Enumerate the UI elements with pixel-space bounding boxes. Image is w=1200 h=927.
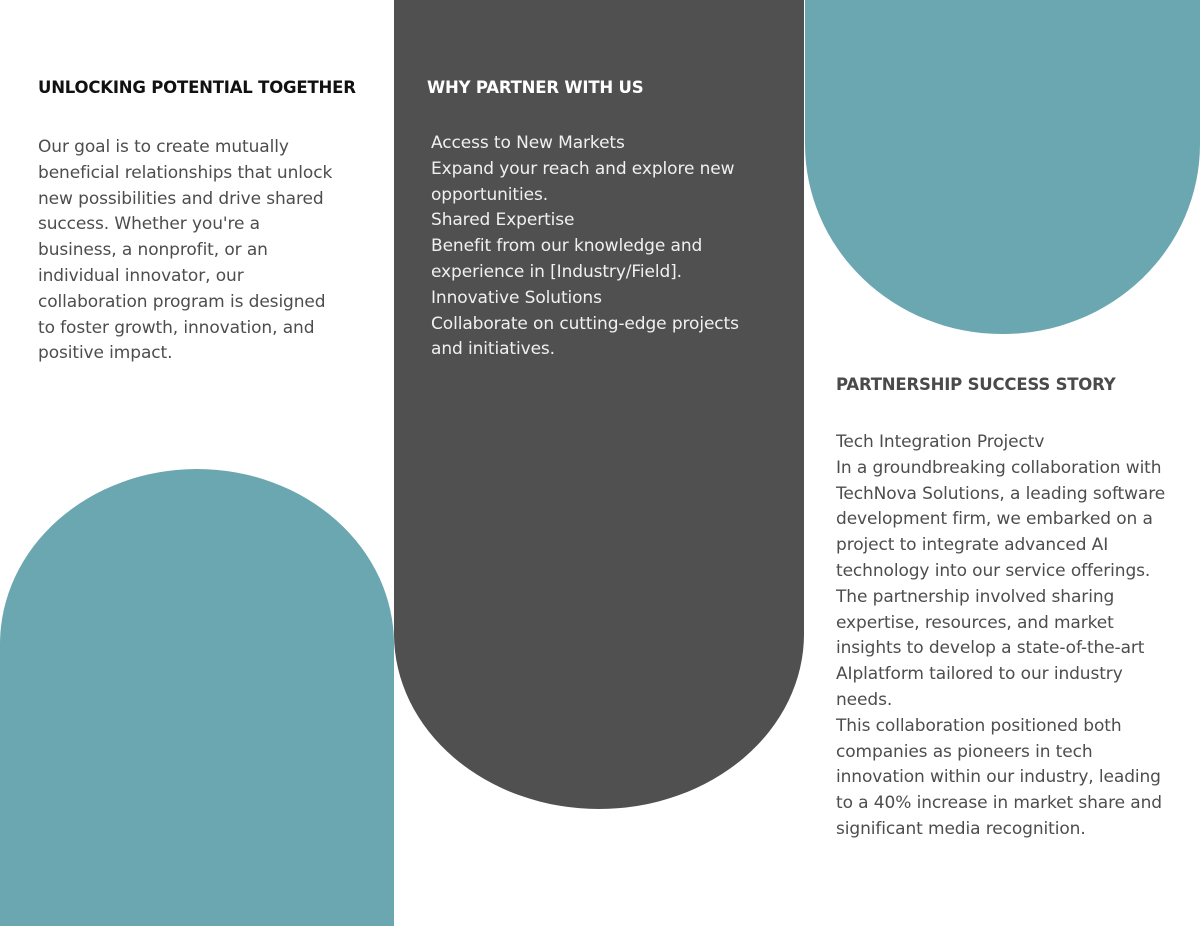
text-line: beneficial relationships that unlock (38, 162, 333, 183)
section-heading: WHY PARTNER WITH US (427, 78, 644, 97)
section-heading: UNLOCKING POTENTIAL TOGETHER (38, 78, 356, 97)
benefits-list (427, 131, 787, 363)
text-line: insights to develop a state-of-the-art (836, 638, 1145, 659)
success-story-body (836, 430, 1200, 843)
benefit-title: Shared Expertise (431, 210, 575, 231)
section-body (38, 135, 378, 367)
text-line: innovation within our industry, leading (836, 767, 1161, 788)
teal-arch-decoration-left (0, 469, 394, 926)
text-line: development firm, we embarked on a (836, 509, 1153, 530)
unlocking-potential-section (38, 78, 378, 367)
section-heading: PARTNERSHIP SUCCESS STORY (836, 375, 1116, 394)
benefit-description: Collaborate on cutting-edge projects (431, 313, 739, 334)
text-line: This collaboration positioned both (836, 715, 1122, 736)
text-line: positive impact. (38, 343, 173, 364)
success-story-section (836, 375, 1200, 843)
benefit-description: Expand your reach and explore new (431, 158, 735, 179)
benefit-description: Benefit from our knowledge and (431, 236, 703, 257)
text-line: individual innovator, our (38, 265, 244, 286)
benefit-title: Innovative Solutions (431, 287, 602, 308)
benefit-description: experience in [Industry/Field]. (431, 261, 682, 282)
text-line: AIplatform tailored to our industry (836, 664, 1123, 685)
text-line: new possibilities and drive shared (38, 188, 324, 209)
text-line: project to integrate advanced AI (836, 535, 1109, 556)
text-line: In a groundbreaking collaboration with (836, 457, 1162, 478)
text-line: The partnership involved sharing (836, 586, 1115, 607)
text-line: needs. (836, 689, 893, 710)
text-line: success. Whether you're a (38, 214, 260, 235)
text-line: significant media recognition. (836, 818, 1086, 839)
text-line: Our goal is to create mutually (38, 137, 289, 157)
text-line: collaboration program is designed (38, 291, 326, 312)
benefit-description: opportunities. (431, 184, 549, 205)
text-line: expertise, resources, and market (836, 612, 1114, 633)
text-line: companies as pioneers in tech (836, 741, 1093, 762)
text-line: TechNova Solutions, a leading software (836, 483, 1166, 504)
benefit-description: and initiatives. (431, 339, 555, 360)
text-line: to foster growth, innovation, and (38, 317, 315, 338)
text-line: to a 40% increase in market share and (836, 793, 1162, 814)
why-partner-section (427, 78, 787, 363)
benefit-title: Access to New Markets (431, 133, 625, 153)
story-title: Tech Integration Projectv (836, 432, 1045, 452)
text-line: technology into our service offerings. (836, 560, 1151, 581)
text-line: business, a nonprofit, or an (38, 240, 268, 261)
teal-arch-decoration-right (805, 0, 1200, 334)
